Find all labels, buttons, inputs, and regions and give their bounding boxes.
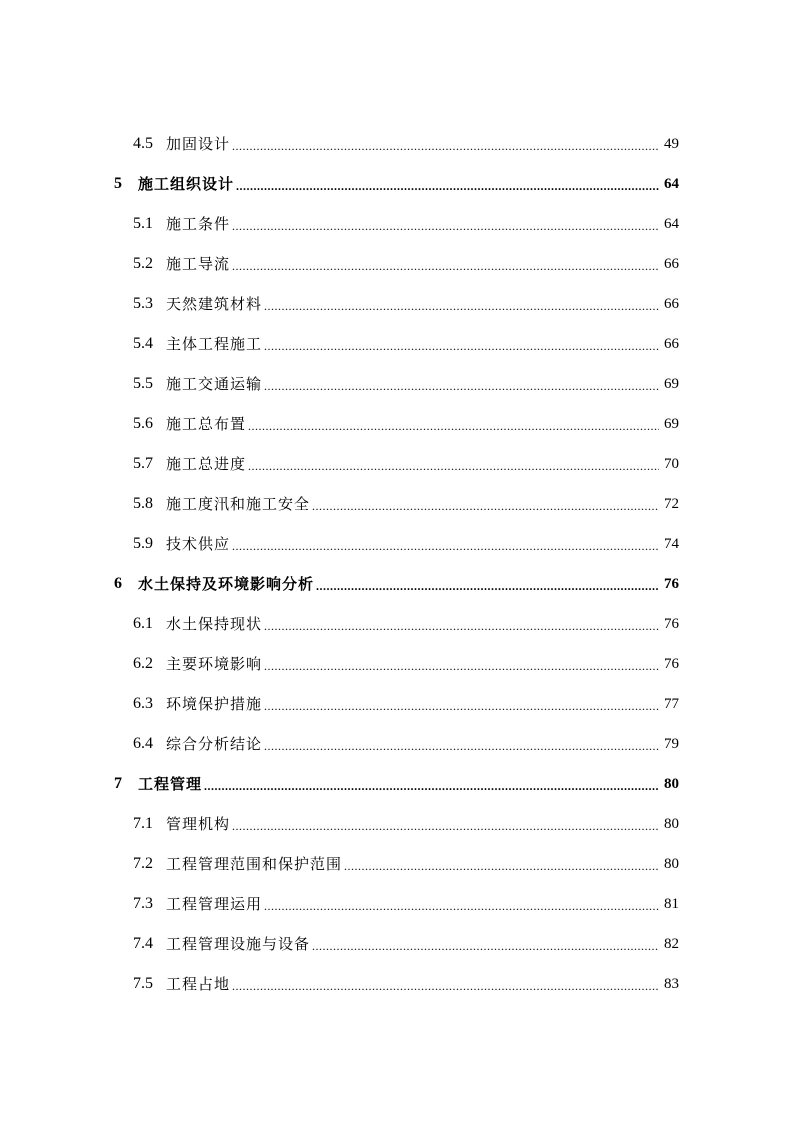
- toc-entry-5-9[interactable]: [0, 530, 794, 554]
- toc-dot-leader: [316, 578, 659, 594]
- toc-entry-7-1[interactable]: [0, 810, 794, 834]
- toc-entry-5-1[interactable]: [0, 210, 794, 234]
- toc-dot-leader: [232, 258, 659, 274]
- toc-entry-title: 施工度汛和施工安全: [166, 495, 311, 513]
- toc-entry-page: 82: [664, 936, 679, 952]
- toc-dot-leader: [264, 658, 659, 674]
- toc-dot-leader: [204, 778, 659, 794]
- toc-dot-leader: [264, 618, 659, 634]
- toc-entry-title: 综合分析结论: [166, 735, 263, 753]
- toc-entry-6-2[interactable]: [0, 650, 794, 674]
- toc-dot-leader: [232, 978, 659, 994]
- toc-entry-page: 76: [664, 576, 679, 592]
- toc-dot-leader: [232, 538, 659, 554]
- toc-chapter-5[interactable]: [0, 170, 794, 194]
- toc-entry-7-5[interactable]: [0, 970, 794, 994]
- toc-entry-5-3[interactable]: [0, 290, 794, 314]
- toc-entry-page: 70: [664, 456, 679, 472]
- toc-dot-leader: [248, 458, 659, 474]
- toc-entry-page: 77: [664, 696, 679, 712]
- toc-entry-7-4[interactable]: [0, 930, 794, 954]
- toc-entry-number: 4.5: [133, 135, 153, 152]
- toc-entry-number: 5.2: [133, 255, 153, 272]
- toc-dot-leader: [344, 858, 659, 874]
- toc-entry-number: 7.5: [133, 975, 153, 992]
- toc-dot-leader: [232, 138, 659, 154]
- toc-entry-title: 主体工程施工: [166, 335, 263, 353]
- toc-entry-page: 80: [664, 856, 679, 872]
- toc-entry-7-2[interactable]: [0, 850, 794, 874]
- toc-entry-page: 76: [664, 656, 679, 672]
- toc-entry-number: 5.3: [133, 295, 153, 312]
- toc-entry-6-4[interactable]: [0, 730, 794, 754]
- toc-entry-page: 66: [664, 256, 679, 272]
- toc-entry-page: 66: [664, 336, 679, 352]
- toc-chapter-6[interactable]: [0, 570, 794, 594]
- toc-entry-title: 水土保持现状: [166, 615, 263, 633]
- toc-entry-page: 76: [664, 616, 679, 632]
- toc-entry-number: 5.6: [133, 415, 153, 432]
- toc-entry-title: 技术供应: [166, 535, 231, 553]
- toc-entry-page: 81: [664, 896, 679, 912]
- toc-entry-number: 5.4: [133, 335, 153, 352]
- toc-entry-number: 7.4: [133, 935, 153, 952]
- toc-entry-5-2[interactable]: [0, 250, 794, 274]
- toc-dot-leader: [236, 178, 659, 194]
- toc-entry-title: 工程占地: [166, 975, 231, 993]
- toc-entry-title: 施工导流: [166, 255, 231, 273]
- toc-entry-6-1[interactable]: [0, 610, 794, 634]
- toc-dot-leader: [264, 338, 659, 354]
- toc-entry-title: 工程管理设施与设备: [166, 935, 311, 953]
- toc-entry-page: 66: [664, 296, 679, 312]
- toc-entry-title: 主要环境影响: [166, 655, 263, 673]
- toc-entry-title: 施工条件: [166, 215, 231, 233]
- toc-entry-title: 工程管理运用: [166, 895, 263, 913]
- toc-entry-number: 6.3: [133, 695, 153, 712]
- toc-entry-page: 83: [664, 976, 679, 992]
- toc-entry-5-7[interactable]: [0, 450, 794, 474]
- toc-entry-number: 6.1: [133, 615, 153, 632]
- toc-chapter-7[interactable]: [0, 770, 794, 794]
- toc-entry-title: 加固设计: [166, 135, 231, 153]
- toc-entry-4-5[interactable]: [0, 130, 794, 154]
- toc-dot-leader: [264, 738, 659, 754]
- toc-entry-number: 6.2: [133, 655, 153, 672]
- toc-entry-page: 74: [664, 536, 679, 552]
- toc-entry-page: 79: [664, 736, 679, 752]
- toc-entry-number: 5.8: [133, 495, 153, 512]
- toc-dot-leader: [264, 698, 659, 714]
- toc-entry-title: 工程管理范围和保护范围: [166, 855, 343, 873]
- toc-entry-5-6[interactable]: [0, 410, 794, 434]
- toc-entry-title: 水土保持及环境影响分析: [138, 575, 315, 593]
- toc-entry-5-8[interactable]: [0, 490, 794, 514]
- toc-entry-page: 49: [664, 136, 679, 152]
- toc-entry-number: 5.7: [133, 455, 153, 472]
- toc-entry-7-3[interactable]: [0, 890, 794, 914]
- toc-entry-number: 5.9: [133, 535, 153, 552]
- toc-entry-page: 80: [664, 816, 679, 832]
- toc-entry-page: 69: [664, 416, 679, 432]
- toc-entry-number: 6.4: [133, 735, 153, 752]
- toc-entry-number: 7.3: [133, 895, 153, 912]
- toc-dot-leader: [264, 898, 659, 914]
- toc-entry-5-5[interactable]: [0, 370, 794, 394]
- toc-entry-number: 7.2: [133, 855, 153, 872]
- toc-entry-page: 72: [664, 496, 679, 512]
- toc-dot-leader: [248, 418, 659, 434]
- toc-dot-leader: [232, 818, 659, 834]
- toc-entry-title: 天然建筑材料: [166, 295, 263, 313]
- toc-entry-number: 7: [114, 775, 122, 792]
- toc-entry-number: 5: [114, 175, 122, 192]
- toc-entry-title: 施工交通运输: [166, 375, 263, 393]
- toc-entry-number: 6: [114, 575, 122, 592]
- toc-entry-title: 施工总布置: [166, 415, 247, 433]
- toc-entry-title: 施工总进度: [166, 455, 247, 473]
- toc-entry-title: 环境保护措施: [166, 695, 263, 713]
- toc-entry-number: 5.1: [133, 215, 153, 232]
- toc-dot-leader: [232, 218, 659, 234]
- toc-entry-page: 80: [664, 776, 679, 792]
- toc-entry-number: 7.1: [133, 815, 153, 832]
- toc-dot-leader: [264, 378, 659, 394]
- toc-entry-title: 管理机构: [166, 815, 231, 833]
- toc-entry-page: 69: [664, 376, 679, 392]
- toc-entry-page: 64: [664, 216, 679, 232]
- toc-entry-number: 5.5: [133, 375, 153, 392]
- toc-entry-title: 工程管理: [138, 775, 203, 793]
- toc-entry-title: 施工组织设计: [138, 175, 235, 193]
- toc-dot-leader: [264, 298, 659, 314]
- toc-entry-page: 64: [664, 176, 679, 192]
- toc-entry-6-3[interactable]: [0, 690, 794, 714]
- toc-entry-5-4[interactable]: [0, 330, 794, 354]
- toc-dot-leader: [312, 938, 659, 954]
- toc-dot-leader: [312, 498, 659, 514]
